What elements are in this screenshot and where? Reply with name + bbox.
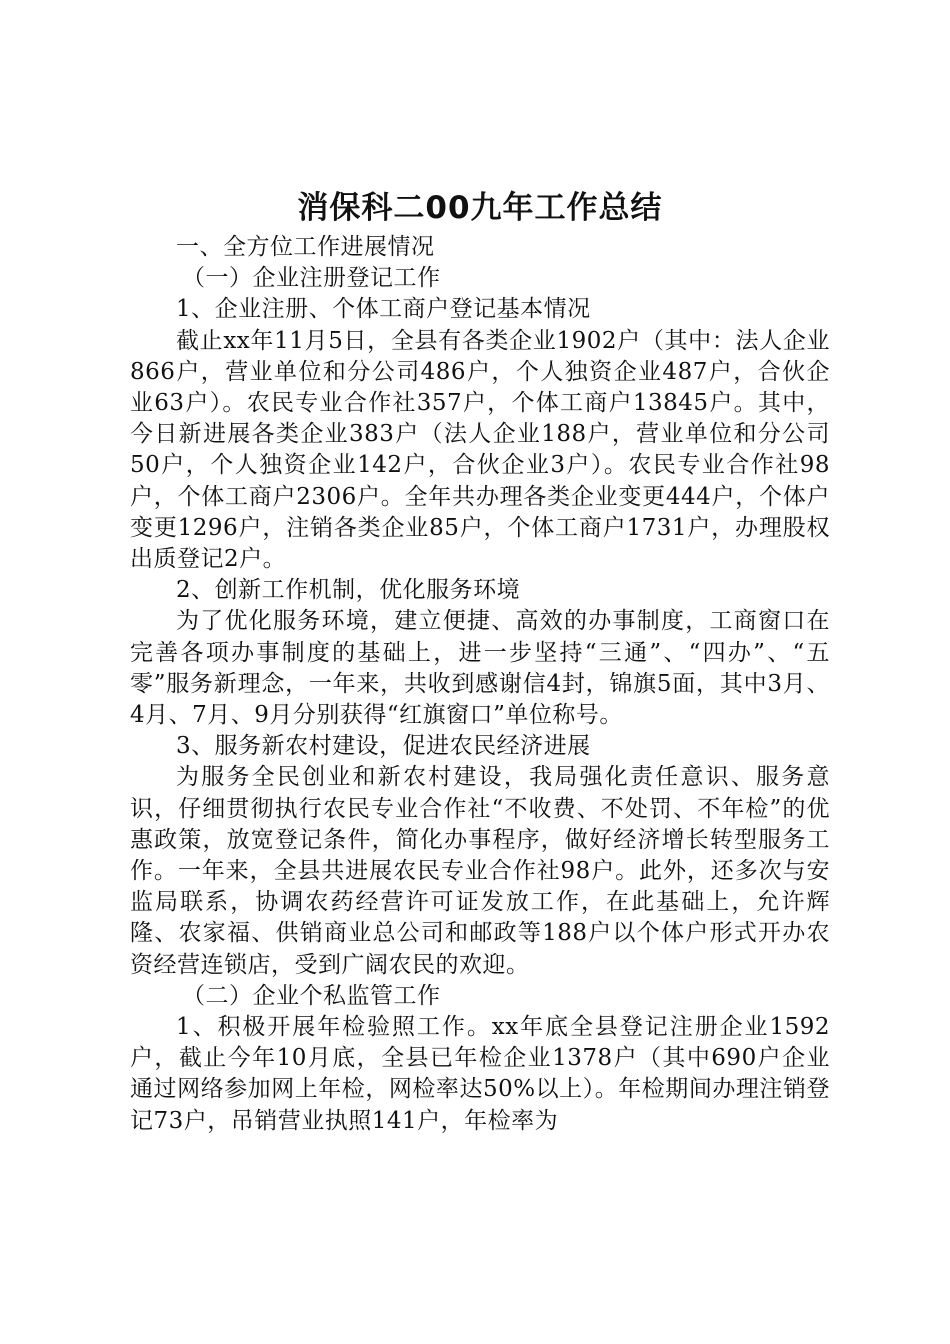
paragraph: 为了优化服务环境，建立便捷、高效的办事制度，工商窗口在完善各项办事制度的基础上，进一步坚持“三通”、“四办”、“五零”服务新理念，一年来，共收到感谢信4封，锦旗5面，其中3月、4月、7月、9月分别获得“红旗窗口”单位称号。: [130, 608, 830, 729]
item-heading: 1、企业注册、个体工商户登记基本情况: [176, 296, 591, 323]
subsection-heading: （二）企业个私监管工作: [182, 982, 441, 1009]
paragraph: 为服务全民创业和新农村建设，我局强化责任意识、服务意识，仔细贯彻执行农民专业合作社“不收费、不处罚、不年检”的优惠政策，放宽登记条件，简化办事程序，做好经济增长转型服务工作。一年来，全县共进展农民专业合作社98户。此外，还多次与安监局联系，协调农药经营许可证发放工作，在此基础上，允许辉隆、农家福、供销商业总公司和邮政等188户以个体户形式开办农资经营连锁店，受到广阔农民的欢迎。: [130, 764, 830, 978]
item-heading: 2、创新工作机制，优化服务环境: [176, 577, 521, 604]
paragraph: 截止xx年11月5日，全县有各类企业1902户（其中：法人企业866户，营业单位和分公司486户，个人独资企业487户，合伙企业63户）。农民专业合作社357户，个体工商户13845户。其中，今日新进展各类企业383户（法人企业188户，营业单位和分公司50户，个人独资企业142户，合伙企业3户）。农民专业合作社98户，个体工商户2306户。全年共办理各类企业变更444户，个体户变更1296户，注销各类企业85户，个体工商户1731户，办理股权出质登记2户。: [130, 327, 830, 573]
section-heading: 一、全方位工作进展情况: [176, 234, 435, 260]
document-body: [130, 186, 830, 1137]
document-title: 消保科二00九年工作总结: [297, 190, 663, 226]
subsection-heading: （一）企业注册登记工作: [182, 265, 441, 292]
item-heading: 3、服务新农村建设，促进农民经济进展: [176, 733, 591, 760]
paragraph: 1、积极开展年检验照工作。xx年底全县登记注册企业1592户，截止今年10月底，全县已年检企业1378户（其中690户企业通过网络参加网上年检，网检率达50%以上）。年检期间办理注销登记73户，吊销营业执照141户，年检率为: [130, 1014, 830, 1134]
